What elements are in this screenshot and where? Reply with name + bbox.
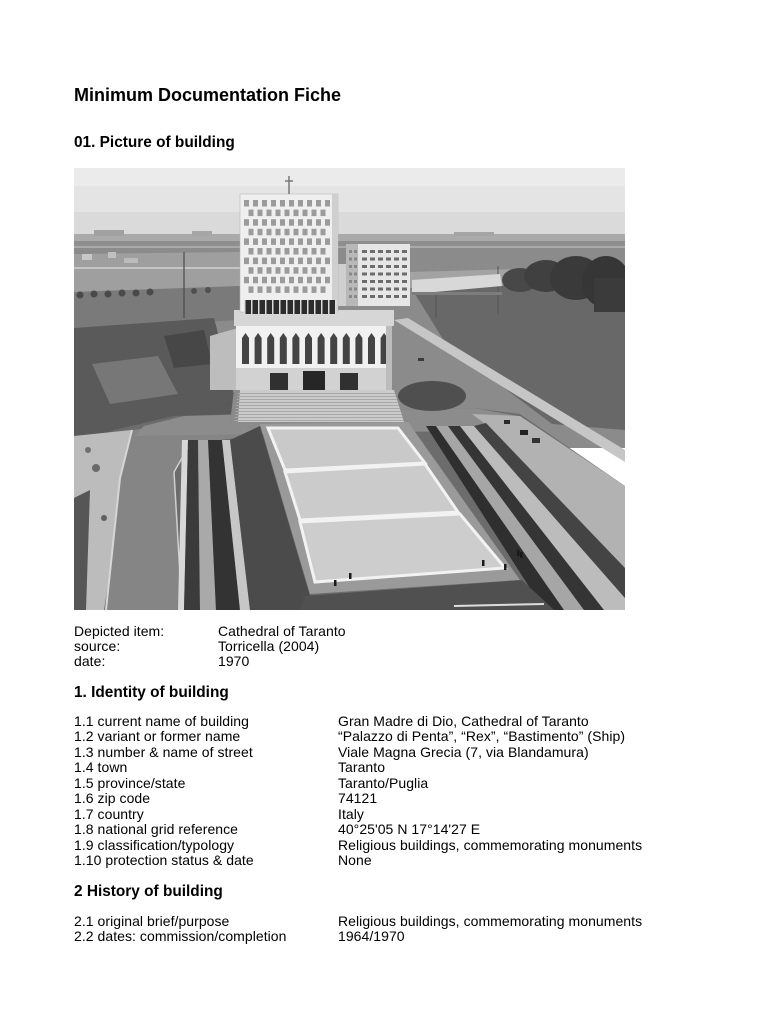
identity-row	[74, 776, 642, 791]
identity-field-label: 1.5 province/state	[74, 774, 186, 791]
identity-field-label: 1.3 number & name of street	[74, 743, 253, 760]
tower-opening	[285, 267, 290, 274]
tower-opening	[325, 219, 330, 226]
apartment-window	[402, 250, 407, 253]
tower-opening	[298, 258, 303, 265]
apartment-window	[354, 273, 357, 276]
window-mullion	[279, 300, 281, 314]
apartment-window	[354, 265, 357, 268]
tower-opening	[316, 219, 321, 226]
tower-opening	[267, 267, 272, 274]
tower-opening	[321, 248, 326, 255]
tower-opening	[298, 219, 303, 226]
apartment-window	[349, 280, 352, 283]
tower-opening	[285, 210, 290, 217]
tower-opening	[258, 229, 263, 236]
tower-opening	[325, 238, 330, 245]
stair-tread	[237, 399, 397, 400]
tower-opening	[258, 210, 263, 217]
apartment-window	[378, 258, 383, 261]
tower-opening	[280, 258, 285, 265]
apartment-window	[370, 265, 375, 268]
stair-tread	[235, 414, 402, 415]
apartment-window	[394, 265, 399, 268]
tower-opening	[312, 286, 317, 293]
apartment-window	[394, 288, 399, 291]
tower-opening	[303, 267, 308, 274]
tower-opening	[316, 277, 321, 284]
tower-opening	[298, 238, 303, 245]
window-mullion	[307, 300, 309, 314]
identity-row	[74, 807, 642, 822]
apartment-window	[362, 258, 367, 261]
tower-opening	[285, 248, 290, 255]
stair-tread	[234, 420, 403, 421]
apartment-window	[402, 295, 407, 298]
apartment-window	[394, 280, 399, 283]
tower-opening	[307, 238, 312, 245]
tower-opening	[258, 267, 263, 274]
window-mullion	[251, 300, 253, 314]
page-title: Minimum Documentation Fiche	[74, 85, 342, 105]
facade-arch	[305, 333, 312, 364]
history-row	[74, 929, 642, 944]
tower-opening	[280, 219, 285, 226]
tower-opening	[294, 267, 299, 274]
lawn	[398, 381, 466, 411]
apartment-window	[362, 280, 367, 283]
tower-opening	[244, 238, 249, 245]
tower-opening	[244, 277, 249, 284]
tower-opening	[325, 258, 330, 265]
church-facade	[236, 326, 392, 390]
apartment-window	[362, 273, 367, 276]
identity-field-label: 1.10 protection status & date	[74, 851, 254, 868]
apartment-window	[362, 265, 367, 268]
facade-arch	[330, 333, 337, 364]
tower-opening	[307, 277, 312, 284]
apartment-window	[386, 273, 391, 276]
tower-opening	[312, 267, 317, 274]
tower-opening	[276, 229, 281, 236]
apartment-window	[394, 258, 399, 261]
identity-row	[74, 714, 642, 729]
window-mullion	[335, 300, 337, 314]
stair-tread	[236, 408, 400, 409]
tower-opening	[244, 258, 249, 265]
tower-opening	[289, 200, 294, 207]
tower-opening	[249, 267, 254, 274]
caption-table	[74, 624, 346, 670]
identity-field-value: Taranto/Puglia	[338, 774, 429, 791]
history-field-label: 2.2 dates: commission/completion	[74, 928, 287, 945]
apartment-window	[378, 288, 383, 291]
window-mullion	[286, 300, 288, 314]
caption-row	[74, 654, 346, 669]
apartment-window	[362, 288, 367, 291]
tower-opening	[244, 200, 249, 207]
apartment-window	[386, 258, 391, 261]
tower-opening	[294, 210, 299, 217]
facade-arch	[255, 333, 262, 364]
identity-row	[74, 791, 642, 806]
window-mullion	[321, 300, 323, 314]
apartment-window	[394, 250, 399, 253]
tower-opening	[249, 229, 254, 236]
window-mullion	[293, 300, 295, 314]
apartment-window	[370, 280, 375, 283]
apartment-window	[349, 288, 352, 291]
stair-tread	[237, 402, 398, 403]
identity-field-label: 1.8 national grid reference	[74, 821, 239, 838]
tower-opening	[253, 238, 258, 245]
caption-label: date:	[74, 653, 106, 670]
tower-opening	[303, 210, 308, 217]
tower-opening	[321, 210, 326, 217]
caption-label: Depicted item:	[74, 623, 165, 639]
tower-opening	[276, 286, 281, 293]
history-row	[74, 914, 642, 929]
identity-field-value: Viale Magna Grecia (7, via Blandamura)	[338, 743, 589, 760]
tower-opening	[294, 229, 299, 236]
apartment-window	[378, 295, 383, 298]
identity-field-label: 1.6 zip code	[74, 790, 151, 807]
tower-opening	[267, 286, 272, 293]
tower-opening	[289, 277, 294, 284]
identity-field-label: 1.2 variant or former name	[74, 728, 241, 745]
apartment-window	[402, 258, 407, 261]
entrance-steps	[230, 390, 404, 422]
apartment-window	[386, 288, 391, 291]
tower-opening	[267, 248, 272, 255]
apartment-window	[349, 265, 352, 268]
tower-opening	[316, 238, 321, 245]
tower-opening	[294, 286, 299, 293]
section-heading-picture: 01. Picture of building	[74, 134, 235, 151]
tower-opening	[321, 267, 326, 274]
facade-arch	[267, 333, 274, 364]
apartment-window	[402, 265, 407, 268]
apartment-window	[386, 250, 391, 253]
identity-field-label: 1.9 classification/typology	[74, 836, 235, 853]
tower-opening	[325, 277, 330, 284]
apartment-window	[394, 273, 399, 276]
tower-opening	[249, 248, 254, 255]
apartment-window	[354, 288, 357, 291]
history-field-label: 2.1 original brief/purpose	[74, 913, 230, 929]
facade-arch	[368, 333, 375, 364]
stair-tread	[236, 405, 399, 406]
tower-opening	[267, 229, 272, 236]
identity-row	[74, 745, 642, 760]
apartment-window	[394, 295, 399, 298]
identity-field-value: 74121	[338, 790, 378, 807]
apartment-window	[402, 273, 407, 276]
tower-opening	[303, 248, 308, 255]
building-photo	[74, 168, 625, 610]
apartment-window	[349, 295, 352, 298]
tower-opening	[271, 238, 276, 245]
window-mullion	[244, 300, 246, 314]
tower-opening	[253, 258, 258, 265]
tower-opening	[262, 277, 267, 284]
tower-opening	[321, 229, 326, 236]
apartment-window	[378, 280, 383, 283]
caption-row	[74, 639, 346, 654]
apartment-window	[378, 273, 383, 276]
tower-opening	[267, 210, 272, 217]
tower-opening	[249, 210, 254, 217]
tower-opening	[307, 200, 312, 207]
apartment-window	[354, 295, 357, 298]
tower-opening	[298, 277, 303, 284]
apartment-window	[349, 258, 352, 261]
tower-opening	[249, 286, 254, 293]
window-mullion	[265, 300, 267, 314]
tower-opening	[321, 286, 326, 293]
tower-opening	[280, 200, 285, 207]
apartment-window	[378, 265, 383, 268]
tower-opening	[289, 219, 294, 226]
facade-arch	[343, 333, 350, 364]
apartment-window	[370, 288, 375, 291]
window-mullion	[272, 300, 274, 314]
tower-opening	[271, 200, 276, 207]
apartment-window	[349, 273, 352, 276]
facade-arch	[318, 333, 325, 364]
apartment-window	[402, 288, 407, 291]
identity-table	[74, 714, 642, 868]
identity-row	[74, 853, 642, 868]
apartment-window	[362, 250, 367, 253]
tower-opening	[258, 286, 263, 293]
tower-opening	[262, 258, 267, 265]
identity-field-label: 1.7 country	[74, 805, 144, 822]
apartment-window	[370, 273, 375, 276]
apartment-window	[362, 295, 367, 298]
tower-opening	[280, 238, 285, 245]
tower-opening	[316, 258, 321, 265]
identity-row	[74, 760, 642, 775]
window-mullion	[314, 300, 316, 314]
caption-value: Cathedral of Taranto	[218, 623, 346, 639]
history-field-value: Religious buildings, commemorating monuments	[338, 913, 643, 929]
tower-opening	[262, 219, 267, 226]
tower-opening	[276, 248, 281, 255]
apartment-window	[349, 250, 352, 253]
stair-tread	[238, 393, 395, 394]
apartment-window	[386, 295, 391, 298]
tower-opening	[271, 277, 276, 284]
tower-opening	[276, 210, 281, 217]
history-table	[74, 914, 642, 945]
tower-opening	[312, 210, 317, 217]
identity-row	[74, 729, 642, 744]
apartment-window	[370, 295, 375, 298]
window-mullion	[300, 300, 302, 314]
identity-field-value: Gran Madre di Dio, Cathedral of Taranto	[338, 713, 589, 729]
identity-row	[74, 822, 642, 837]
history-field-value: 1964/1970	[338, 928, 405, 945]
tower-opening	[280, 277, 285, 284]
identity-field-value: 40°25'05 N 17°14'27 E	[338, 821, 481, 838]
facade-arch	[280, 333, 287, 364]
tower-opening	[276, 267, 281, 274]
facade-arch	[355, 333, 362, 364]
tower-opening	[253, 200, 258, 207]
apartment-window	[354, 258, 357, 261]
tower-opening	[258, 248, 263, 255]
tower-opening	[271, 258, 276, 265]
apartment-window	[354, 280, 357, 283]
facade-arch	[242, 333, 249, 364]
tower-opening	[307, 258, 312, 265]
caption-row	[74, 624, 346, 639]
section-heading-identity: 1. Identity of building	[74, 684, 229, 701]
apartment-window	[386, 265, 391, 268]
caption-label: source:	[74, 638, 121, 655]
stair-tread	[235, 417, 403, 418]
tower-opening	[298, 200, 303, 207]
stair-tread	[237, 396, 396, 397]
identity-field-label: 1.1 current name of building	[74, 713, 249, 729]
caption-value: Torricella (2004)	[218, 638, 320, 655]
tower-opening	[244, 219, 249, 226]
cathedral-tower	[240, 176, 338, 312]
tower-opening	[253, 277, 258, 284]
tower-opening	[285, 229, 290, 236]
tower-opening	[271, 219, 276, 226]
tower-opening	[303, 286, 308, 293]
identity-field-value: Italy	[338, 805, 364, 822]
identity-field-value: Religious buildings, commemorating monuments	[338, 836, 643, 853]
stair-tread	[235, 411, 400, 412]
apartment-window	[402, 280, 407, 283]
tower-opening	[312, 229, 317, 236]
tower-opening	[312, 248, 317, 255]
apartment-window	[378, 250, 383, 253]
tower-opening	[253, 219, 258, 226]
tower-opening	[307, 219, 312, 226]
tower-opening	[303, 229, 308, 236]
apartment-window	[354, 250, 357, 253]
tower-opening	[262, 238, 267, 245]
identity-field-value: None	[338, 851, 372, 868]
caption-value: 1970	[218, 653, 250, 670]
tower-opening	[289, 258, 294, 265]
tower-opening	[285, 286, 290, 293]
tower-opening	[325, 200, 330, 207]
apartment-window	[370, 250, 375, 253]
tower-opening	[262, 200, 267, 207]
apartment-window	[370, 258, 375, 261]
identity-field-value: “Palazzo di Penta”, “Rex”, “Bastimento” (Ship)	[338, 728, 626, 745]
apartment-window	[386, 280, 391, 283]
identity-field-value: Taranto	[338, 759, 386, 776]
identity-row	[74, 838, 642, 853]
window-mullion	[328, 300, 330, 314]
window-mullion	[258, 300, 260, 314]
facade-arch	[292, 333, 299, 364]
tower-opening	[316, 200, 321, 207]
tower-opening	[289, 238, 294, 245]
tower-opening	[294, 248, 299, 255]
identity-field-label: 1.4 town	[74, 759, 128, 776]
section-heading-history: 2 History of building	[74, 883, 223, 900]
